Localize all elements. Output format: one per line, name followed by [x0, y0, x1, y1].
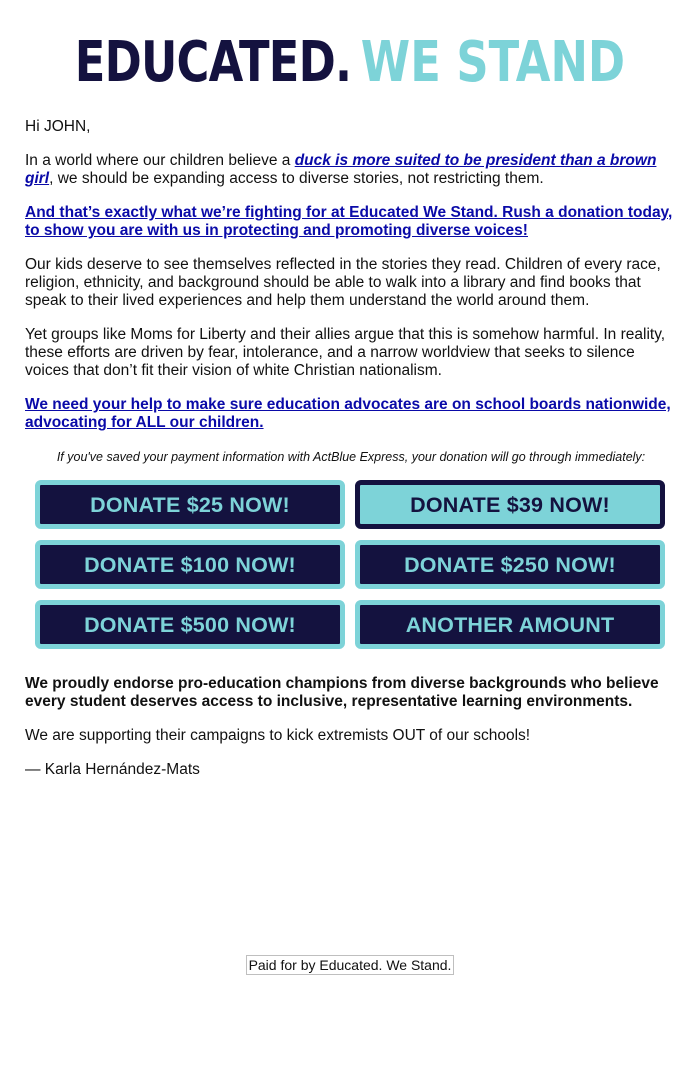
school-boards-paragraph — [25, 396, 677, 432]
moms-for-liberty-paragraph: Yet groups like Moms for Liberty and their allies argue that this is somehow harmful. In reality, these efforts are driven by fear, intolerance, and a narrow worldview that seeks to silence voices that don’t fit their vision of white Christian nationalism. — [25, 326, 666, 379]
footer — [0, 955, 700, 975]
donate-25-button[interactable]: DONATE $25 NOW! — [35, 480, 345, 529]
donate-100-button[interactable]: DONATE $100 NOW! — [35, 540, 345, 589]
greeting: Hi JOHN, — [25, 118, 91, 135]
intro-text-before: In a world where our children believe a — [25, 152, 295, 169]
donate-button-grid — [35, 480, 677, 649]
endorse-paragraph: We proudly endorse pro-education champions from diverse backgrounds who believe every student deserves access to inclusive, representative learning environments. — [25, 675, 659, 710]
donation-cta-paragraph — [25, 204, 677, 240]
signature: — Karla Hernández-Mats — [25, 761, 200, 778]
donate-250-button[interactable]: DONATE $250 NOW! — [355, 540, 665, 589]
supporting-paragraph: We are supporting their campaigns to kick extremists OUT of our schools! — [25, 727, 531, 744]
logo-text-we-stand: WE STAND — [360, 30, 626, 95]
email-body — [25, 118, 677, 795]
logo-text-educated: EDUCATED. — [74, 30, 352, 95]
donate-39-button[interactable]: DONATE $39 NOW! — [355, 480, 665, 529]
kids-deserve-paragraph: Our kids deserve to see themselves reflected in the stories they read. Children of every race, religion, ethnicity, and background should be able to walk into a library and find books that speak to their lived experiences and help them understand the world around them. — [25, 256, 661, 309]
intro-paragraph — [25, 152, 677, 188]
school-boards-link[interactable]: We need your help to make sure education advocates are on school boards nationwide, advocating for ALL our children. — [25, 396, 671, 431]
logo — [0, 24, 700, 102]
paid-for-disclaimer: Paid for by Educated. We Stand. — [246, 955, 455, 975]
another-amount-button[interactable]: ANOTHER AMOUNT — [355, 600, 665, 649]
rush-donation-link[interactable]: And that’s exactly what we’re fighting for at Educated We Stand. Rush a donation today, to show you are with us in protecting and promoting diverse voices! — [25, 204, 673, 239]
intro-text-after: , we should be expanding access to diverse stories, not restricting them. — [49, 170, 544, 187]
duck-president-link[interactable]: duck is more suited to be president than a brown girl — [25, 152, 657, 187]
donate-500-button[interactable]: DONATE $500 NOW! — [35, 600, 345, 649]
actblue-note: If you've saved your payment information with ActBlue Express, your donation will go through immediately: — [56, 450, 646, 464]
